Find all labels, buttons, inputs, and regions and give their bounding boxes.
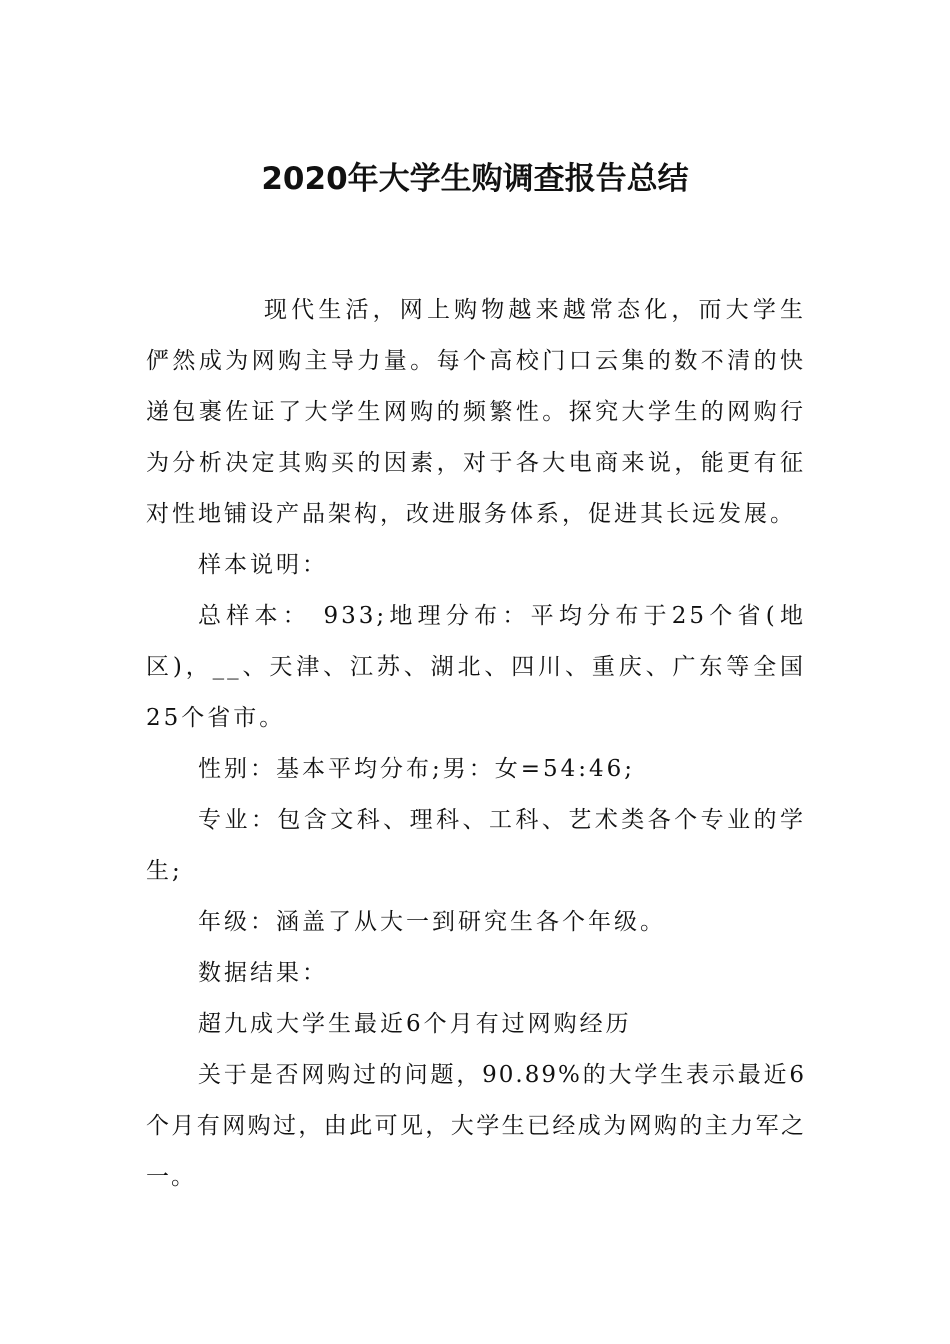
paragraph-results-subheading: 超九成大学生最近6个月有过网购经历	[198, 1011, 632, 1037]
document-title: 2020年大学生购调查报告总结	[261, 161, 689, 197]
paragraph-grade: 年级：涵盖了从大一到研究生各个年级。	[198, 909, 666, 935]
paragraph-intro: 现代生活，网上购物越来越常态化，而大学生俨然成为网购主导力量。每个高校门口云集的数不清的快递包裹佐证了大学生网购的频繁性。探究大学生的网购行为分析决定其购买的因素，对于各大电商来说，能更有征对性地铺设产品架构，改进服务体系，促进其长远发展。	[146, 297, 806, 527]
paragraph-total-sample: 总样本： 933;地理分布：平均分布于25个省(地区)，__、天津、江苏、湖北、四川、重庆、广东等全国25个省市。	[146, 603, 806, 731]
paragraph-results-detail: 关于是否网购过的问题，90.89%的大学生表示最近6个月有网购过，由此可见，大学生已经成为网购的主力军之一。	[146, 1062, 806, 1190]
paragraph-sample-heading: 样本说明：	[198, 552, 328, 578]
paragraph-gender: 性别：基本平均分布;男：女=54:46;	[198, 756, 636, 782]
document-body	[146, 285, 806, 1203]
paragraph-major: 专业：包含文科、理科、工科、艺术类各个专业的学生;	[146, 807, 806, 884]
paragraph-results-heading: 数据结果：	[198, 960, 328, 986]
